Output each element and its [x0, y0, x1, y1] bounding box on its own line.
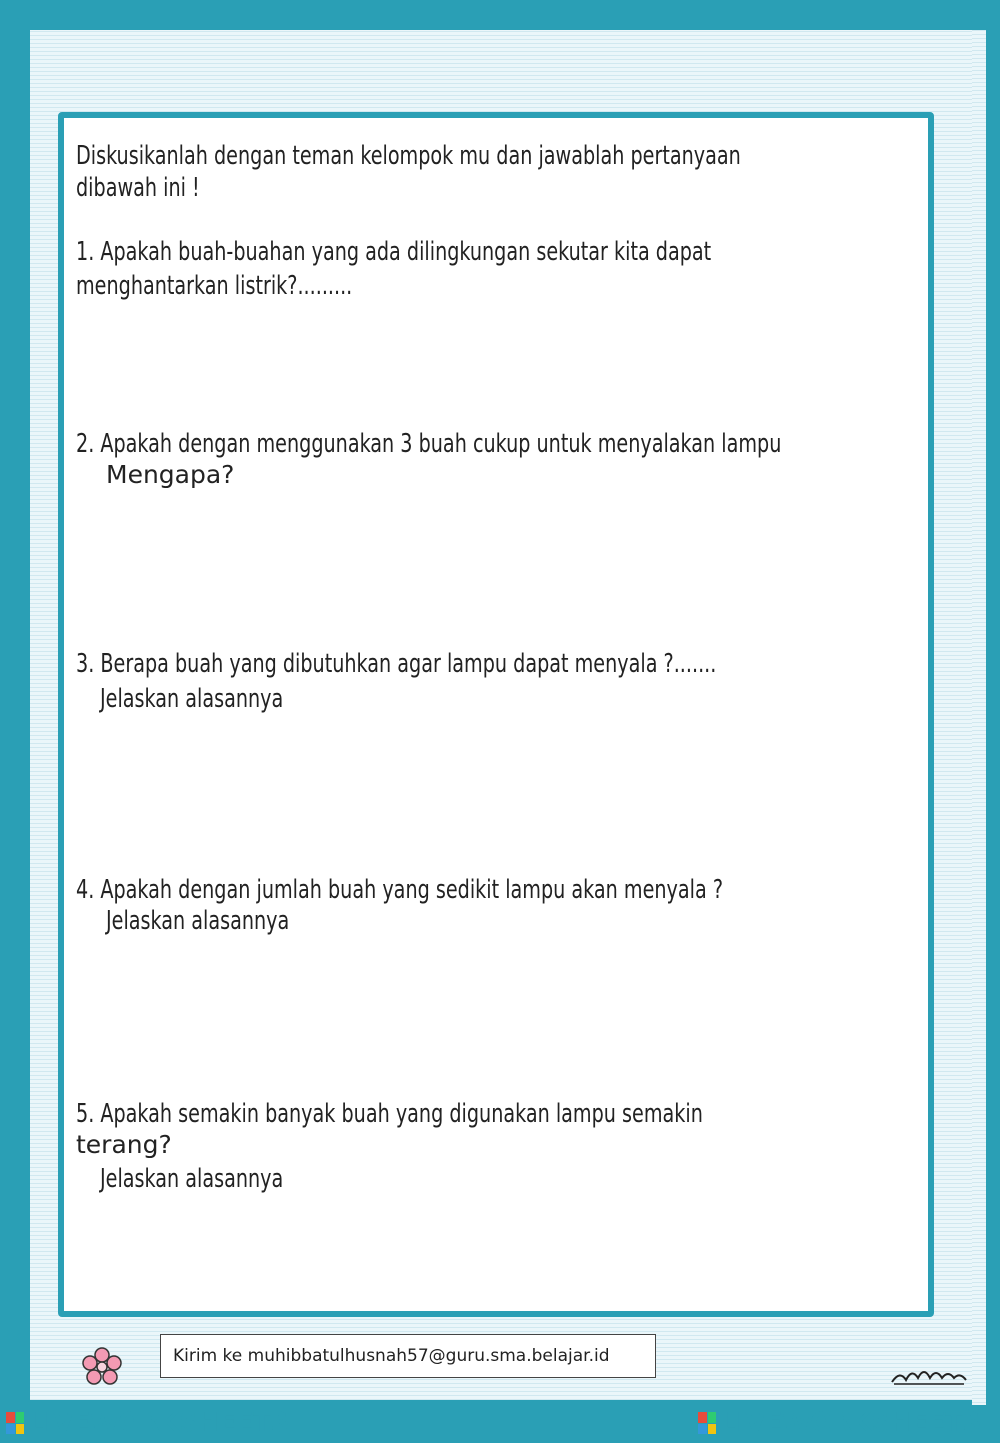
question-2-line-1: 2. Apakah dengan menggunakan 3 buah cukup untuk menyalakan lampu	[76, 429, 782, 459]
question-3-line-1: 3. Berapa buah yang dibutuhkan agar lampu dapat menyala ?.......	[76, 649, 717, 679]
frame-right	[986, 0, 1000, 1443]
grass-doodle-icon	[890, 1364, 968, 1388]
liveworksheets-logo-right	[698, 1408, 981, 1438]
logo-left-text: LIVEWORKSHEETS	[28, 1408, 289, 1438]
logo-right-text: LIVEWORKSHEETS	[720, 1408, 981, 1438]
question-5-line-3: Jelaskan alasannya	[100, 1164, 284, 1194]
send-to-text: Kirim ke muhibbatulhusnah57@guru.sma.belajar.id	[173, 1346, 610, 1366]
question-1-line-1: 1. Apakah buah-buahan yang ada dilingkungan sekutar kita dapat	[76, 237, 712, 267]
intro-line-1: Diskusikanlah dengan teman kelompok mu dan jawablah pertanyaan	[76, 141, 741, 171]
liveworksheets-logo-left	[6, 1408, 289, 1438]
question-1-line-2: menghantarkan listrik?.........	[76, 271, 353, 301]
logo-mark-icon	[6, 1412, 24, 1434]
question-3-line-2: Jelaskan alasannya	[100, 684, 284, 714]
question-5-line-2: terang?	[76, 1130, 172, 1159]
send-to-box	[160, 1334, 656, 1378]
flower-icon	[80, 1346, 124, 1386]
logo-mark-icon	[698, 1412, 716, 1434]
question-5-line-1: 5. Apakah semakin banyak buah yang digunakan lampu semakin	[76, 1099, 703, 1129]
question-4-line-2: Jelaskan alasannya	[106, 906, 290, 936]
intro-line-2: dibawah ini !	[76, 173, 200, 203]
question-2-line-2: Mengapa?	[106, 460, 235, 489]
question-4-line-1: 4. Apakah dengan jumlah buah yang sedikit lampu akan menyala ?	[76, 875, 724, 905]
